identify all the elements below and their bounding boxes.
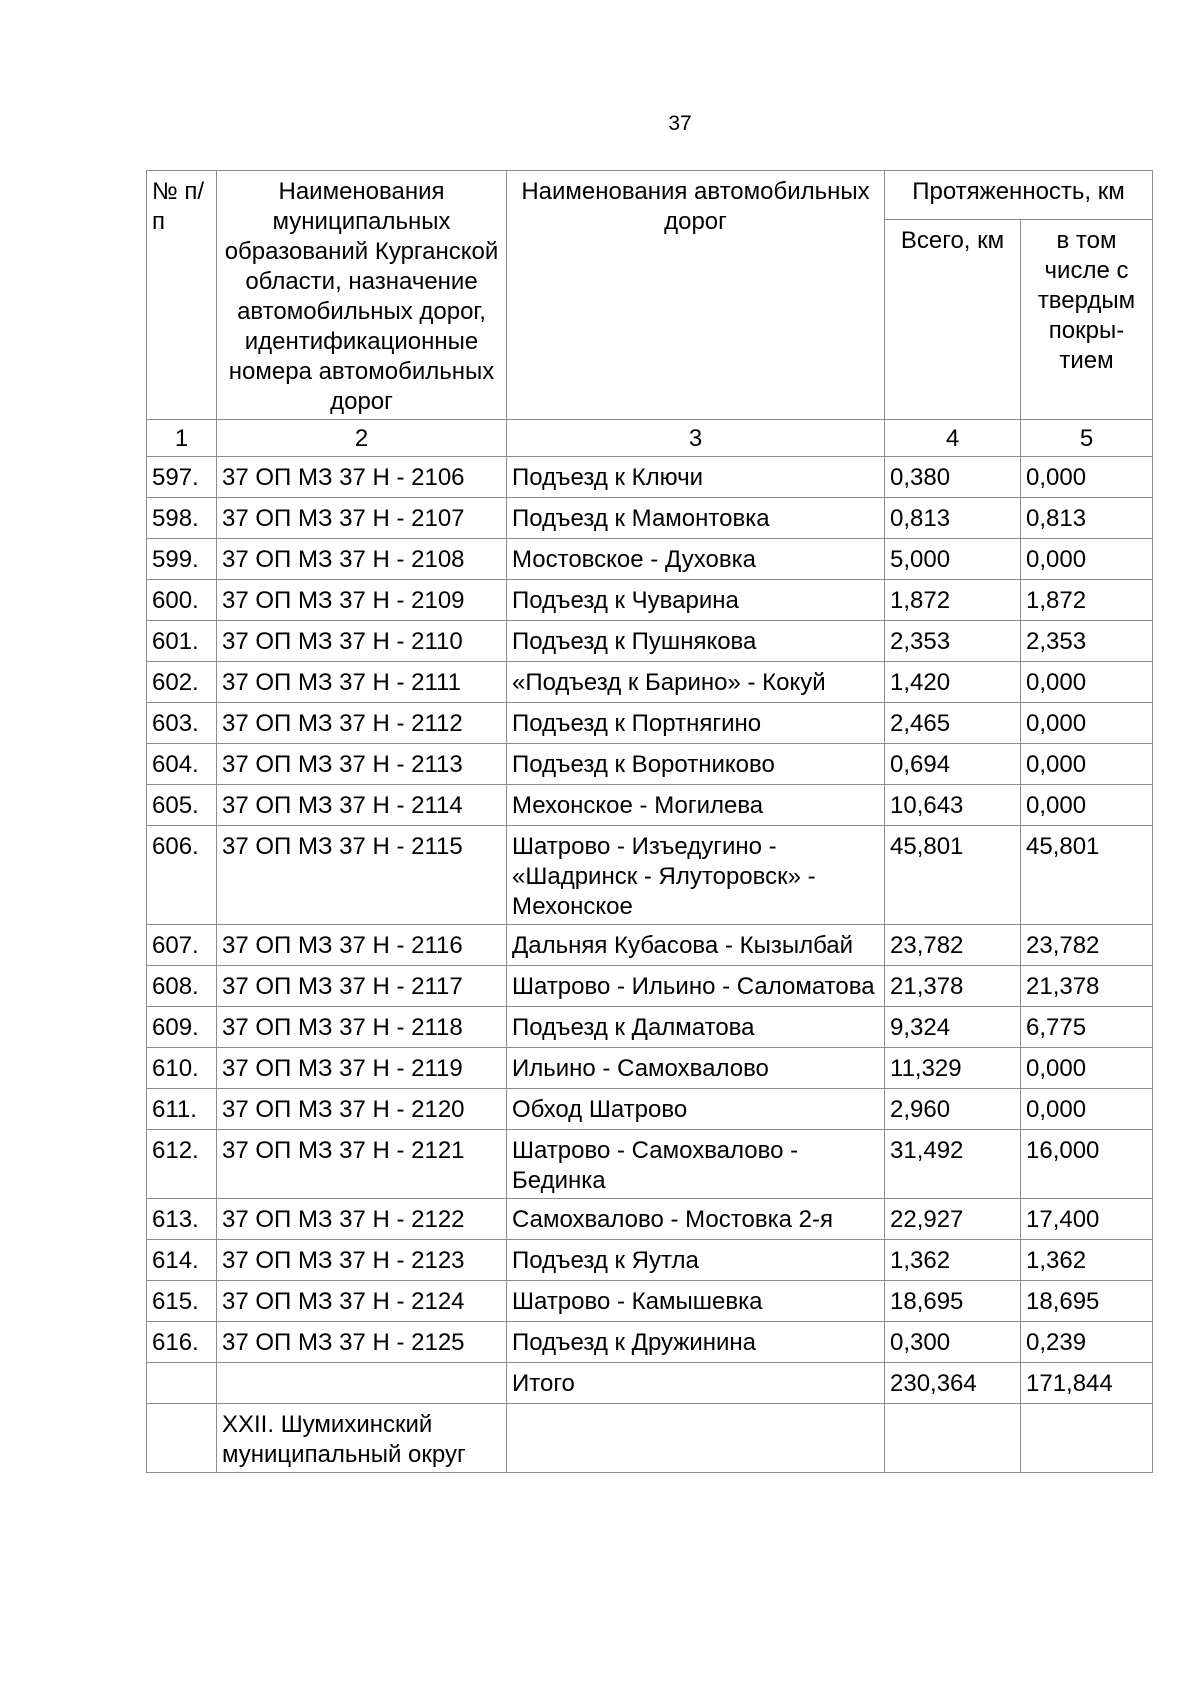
road-name: Шатрово - Камышевка — [507, 1281, 885, 1322]
table-row — [147, 1199, 1153, 1240]
column-number: 4 — [885, 420, 1021, 457]
road-name: «Подъезд к Барино» - Кокуй — [507, 662, 885, 703]
length-paved: 0,000 — [1021, 662, 1153, 703]
road-name — [507, 1404, 885, 1473]
road-name: Шатрово - Изъедугино - «Шадринск - Ялуторовск» - Мехонское — [507, 826, 885, 925]
length-paved: 2,353 — [1021, 621, 1153, 662]
road-id: 37 ОП МЗ 37 Н - 2114 — [217, 785, 507, 826]
header-municipality: Наименования муниципальных образований Курганской области, назначение автомобильных дорог, идентификационные номера автомобильных дорог — [217, 171, 507, 420]
length-paved: 0,000 — [1021, 744, 1153, 785]
length-paved: 16,000 — [1021, 1130, 1153, 1199]
table-row — [147, 1130, 1153, 1199]
row-number: 606. — [147, 826, 217, 925]
road-id — [217, 1363, 507, 1404]
column-number: 3 — [507, 420, 885, 457]
table-row — [147, 1240, 1153, 1281]
road-name: Подъезд к Мамонтовка — [507, 498, 885, 539]
road-id: 37 ОП МЗ 37 Н - 2122 — [217, 1199, 507, 1240]
road-id: 37 ОП МЗ 37 Н - 2115 — [217, 826, 507, 925]
road-name: Подъезд к Чуварина — [507, 580, 885, 621]
road-id: XXII. Шумихинский муниципальный округ — [217, 1404, 507, 1473]
length-paved: 0,000 — [1021, 457, 1153, 498]
header-total: Всего, км — [885, 220, 1021, 420]
length-total: 9,324 — [885, 1007, 1021, 1048]
row-number — [147, 1363, 217, 1404]
length-total: 1,872 — [885, 580, 1021, 621]
road-id: 37 ОП МЗ 37 Н - 2125 — [217, 1322, 507, 1363]
table-row — [147, 1007, 1153, 1048]
table-row — [147, 1363, 1153, 1404]
row-number: 602. — [147, 662, 217, 703]
road-name: Подъезд к Дружинина — [507, 1322, 885, 1363]
row-number: 615. — [147, 1281, 217, 1322]
row-number: 597. — [147, 457, 217, 498]
table-row — [147, 457, 1153, 498]
road-id: 37 ОП МЗ 37 Н - 2110 — [217, 621, 507, 662]
length-paved: 1,362 — [1021, 1240, 1153, 1281]
road-id: 37 ОП МЗ 37 Н - 2119 — [217, 1048, 507, 1089]
length-total: 0,380 — [885, 457, 1021, 498]
column-numbers-row — [147, 420, 1153, 457]
length-paved: 0,000 — [1021, 539, 1153, 580]
road-id: 37 ОП МЗ 37 Н - 2118 — [217, 1007, 507, 1048]
table-row — [147, 1089, 1153, 1130]
table-row — [147, 539, 1153, 580]
length-total: 18,695 — [885, 1281, 1021, 1322]
row-number: 608. — [147, 966, 217, 1007]
road-id: 37 ОП МЗ 37 Н - 2116 — [217, 925, 507, 966]
road-name: Ильино - Самохвалово — [507, 1048, 885, 1089]
table-row — [147, 703, 1153, 744]
road-name: Обход Шатрово — [507, 1089, 885, 1130]
road-id: 37 ОП МЗ 37 Н - 2108 — [217, 539, 507, 580]
row-number: 601. — [147, 621, 217, 662]
road-name: Мехонское - Могилева — [507, 785, 885, 826]
road-id: 37 ОП МЗ 37 Н - 2123 — [217, 1240, 507, 1281]
column-number: 1 — [147, 420, 217, 457]
length-total: 2,960 — [885, 1089, 1021, 1130]
header-road-name: Наименования автомобильных дорог — [507, 171, 885, 420]
row-number: 604. — [147, 744, 217, 785]
length-paved: 17,400 — [1021, 1199, 1153, 1240]
row-number: 613. — [147, 1199, 217, 1240]
length-total: 23,782 — [885, 925, 1021, 966]
table-row — [147, 662, 1153, 703]
length-total: 1,362 — [885, 1240, 1021, 1281]
table-row — [147, 785, 1153, 826]
table-row — [147, 1322, 1153, 1363]
road-name: Подъезд к Яутла — [507, 1240, 885, 1281]
table-row — [147, 826, 1153, 925]
road-name: Итого — [507, 1363, 885, 1404]
length-paved: 171,844 — [1021, 1363, 1153, 1404]
length-paved: 23,782 — [1021, 925, 1153, 966]
row-number: 599. — [147, 539, 217, 580]
road-name: Подъезд к Пушнякова — [507, 621, 885, 662]
row-number: 612. — [147, 1130, 217, 1199]
length-total: 0,300 — [885, 1322, 1021, 1363]
length-paved: 21,378 — [1021, 966, 1153, 1007]
column-number: 2 — [217, 420, 507, 457]
length-total: 5,000 — [885, 539, 1021, 580]
length-total: 0,813 — [885, 498, 1021, 539]
page-number: 37 — [668, 112, 692, 135]
row-number: 610. — [147, 1048, 217, 1089]
table-row — [147, 1404, 1153, 1473]
road-name: Шатрово - Самохвалово - Бединка — [507, 1130, 885, 1199]
road-id: 37 ОП МЗ 37 Н - 2124 — [217, 1281, 507, 1322]
length-paved: 45,801 — [1021, 826, 1153, 925]
road-id: 37 ОП МЗ 37 Н - 2117 — [217, 966, 507, 1007]
length-paved: 0,000 — [1021, 1089, 1153, 1130]
road-id: 37 ОП МЗ 37 Н - 2107 — [217, 498, 507, 539]
road-name: Самохвалово - Мостовка 2-я — [507, 1199, 885, 1240]
table-row — [147, 925, 1153, 966]
length-paved: 18,695 — [1021, 1281, 1153, 1322]
header-number: № п/п — [147, 171, 217, 420]
row-number: 598. — [147, 498, 217, 539]
table-row — [147, 1048, 1153, 1089]
length-total: 2,465 — [885, 703, 1021, 744]
length-paved: 0,000 — [1021, 703, 1153, 744]
row-number — [147, 1404, 217, 1473]
row-number: 611. — [147, 1089, 217, 1130]
length-total: 230,364 — [885, 1363, 1021, 1404]
header-length-group: Протяженность, км — [885, 171, 1153, 220]
row-number: 600. — [147, 580, 217, 621]
header-paved: в том числе с твердым покры-тием — [1021, 220, 1153, 420]
length-paved — [1021, 1404, 1153, 1473]
length-total: 21,378 — [885, 966, 1021, 1007]
roads-table — [146, 170, 1153, 1473]
row-number: 616. — [147, 1322, 217, 1363]
row-number: 607. — [147, 925, 217, 966]
road-name: Дальняя Кубасова - Кызылбай — [507, 925, 885, 966]
length-total: 10,643 — [885, 785, 1021, 826]
road-name: Шатрово - Ильино - Саломатова — [507, 966, 885, 1007]
length-total: 1,420 — [885, 662, 1021, 703]
road-name: Подъезд к Далматова — [507, 1007, 885, 1048]
table-row — [147, 621, 1153, 662]
length-paved: 1,872 — [1021, 580, 1153, 621]
road-name: Подъезд к Портнягино — [507, 703, 885, 744]
road-id: 37 ОП МЗ 37 Н - 2111 — [217, 662, 507, 703]
road-id: 37 ОП МЗ 37 Н - 2109 — [217, 580, 507, 621]
length-total — [885, 1404, 1021, 1473]
road-id: 37 ОП МЗ 37 Н - 2113 — [217, 744, 507, 785]
column-number: 5 — [1021, 420, 1153, 457]
road-name: Мостовское - Духовка — [507, 539, 885, 580]
length-total: 2,353 — [885, 621, 1021, 662]
length-total: 11,329 — [885, 1048, 1021, 1089]
row-number: 605. — [147, 785, 217, 826]
length-total: 31,492 — [885, 1130, 1021, 1199]
road-id: 37 ОП МЗ 37 Н - 2121 — [217, 1130, 507, 1199]
road-id: 37 ОП МЗ 37 Н - 2112 — [217, 703, 507, 744]
road-name: Подъезд к Воротниково — [507, 744, 885, 785]
table-row — [147, 1281, 1153, 1322]
length-total: 22,927 — [885, 1199, 1021, 1240]
row-number: 603. — [147, 703, 217, 744]
row-number: 614. — [147, 1240, 217, 1281]
road-id: 37 ОП МЗ 37 Н - 2106 — [217, 457, 507, 498]
table-row — [147, 580, 1153, 621]
length-paved: 0,000 — [1021, 785, 1153, 826]
row-number: 609. — [147, 1007, 217, 1048]
table-body — [147, 457, 1153, 1473]
length-paved: 6,775 — [1021, 1007, 1153, 1048]
table-row — [147, 966, 1153, 1007]
road-name: Подъезд к Ключи — [507, 457, 885, 498]
length-paved: 0,813 — [1021, 498, 1153, 539]
length-paved: 0,000 — [1021, 1048, 1153, 1089]
length-total: 45,801 — [885, 826, 1021, 925]
road-id: 37 ОП МЗ 37 Н - 2120 — [217, 1089, 507, 1130]
length-paved: 0,239 — [1021, 1322, 1153, 1363]
table-row — [147, 498, 1153, 539]
table-row — [147, 744, 1153, 785]
length-total: 0,694 — [885, 744, 1021, 785]
